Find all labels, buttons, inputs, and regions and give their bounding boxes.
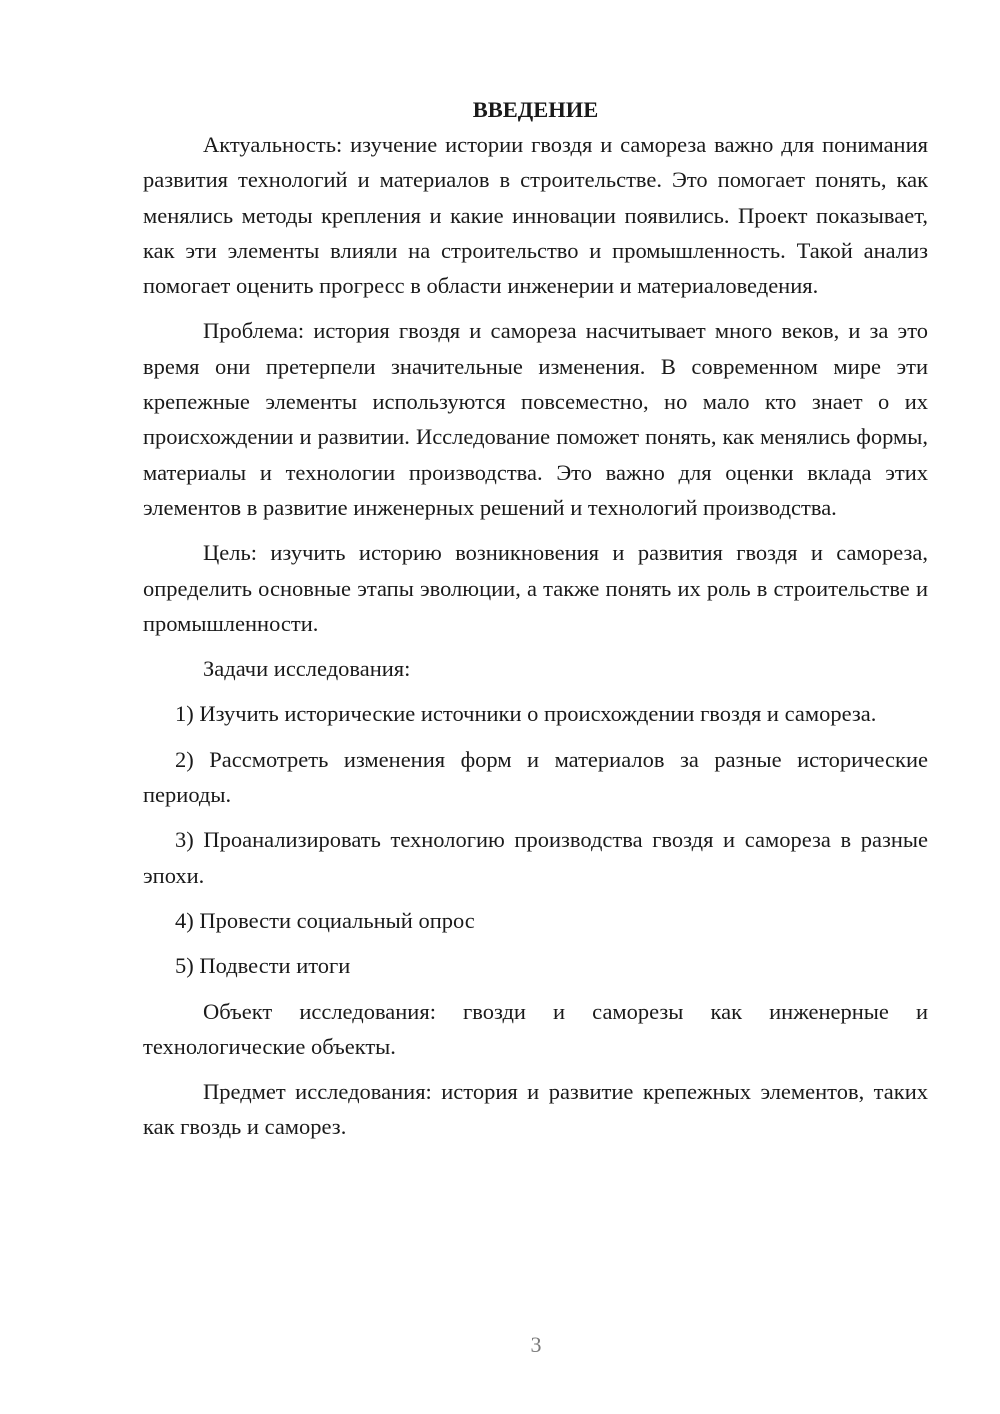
paragraph-object: Объект исследования: гвозди и саморезы как инженерные и технологические объекты.: [143, 998, 928, 1059]
tasks-heading: Задачи исследования:: [203, 656, 411, 682]
document-page: [143, 92, 928, 1155]
task-item-1: 1) Изучить исторические источники о происхождении гвоздя и самореза.: [175, 701, 877, 727]
task-item-4: 4) Провести социальный опрос: [175, 907, 475, 933]
task-item-3: 3) Проанализировать технологию производства гвоздя и самореза в разные эпохи.: [143, 827, 928, 888]
paragraph-subject: Предмет исследования: история и развитие крепежных элементов, таких как гвоздь и саморез.: [143, 1079, 928, 1140]
paragraph-problem: Проблема: история гвоздя и самореза насчитывает много веков, и за это время они претерпели значительные изменения. В современном мире эти крепежные элементы используются повсеместно, но мало кто знает о их происхождении и развитии. Исследование поможет понять, как менялись формы, материалы и технологии производства. Это важно для оценки вклада этих элементов в развитие инженерных решений и технологий производства.: [143, 318, 928, 520]
task-item-5: 5) Подвести итоги: [175, 953, 351, 979]
page-title: ВВЕДЕНИЕ: [472, 97, 599, 122]
paragraph-relevance: Актуальность: изучение истории гвоздя и самореза важно для понимания развития технологий и материалов в строительстве. Это помогает понять, как менялись методы крепления и какие инновации появились. Проект показывает, как эти элементы влияли на строительство и промышленность. Такой анализ помогает оценить прогресс в области инженерии и материаловедения.: [143, 132, 928, 299]
paragraph-goal: Цель: изучить историю возникновения и развития гвоздя и самореза, определить основные этапы эволюции, а также понять их роль в строительстве и промышленности.: [143, 540, 928, 636]
task-item-2: 2) Рассмотреть изменения форм и материалов за разные исторические периоды.: [143, 746, 928, 808]
page-number: 3: [530, 1332, 542, 1357]
